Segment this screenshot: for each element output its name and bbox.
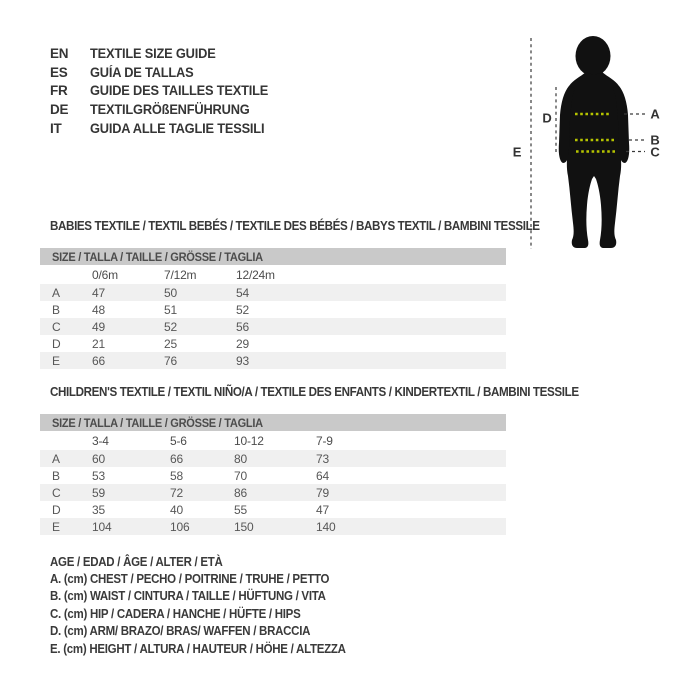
cell-value: 52 (236, 302, 249, 317)
cell-value: 73 (316, 451, 329, 466)
cell-value: 25 (164, 336, 177, 351)
row-label: E (52, 519, 60, 534)
cell-value: 51 (164, 302, 177, 317)
cell-value: 55 (234, 502, 247, 517)
legend-item-arm (50, 623, 371, 640)
legend-item-chest (50, 570, 371, 587)
lang-title: GUÍA DE TALLAS (90, 64, 194, 80)
legend-title: AGE / EDAD / ÂGE / ALTER / ETÀ (50, 554, 223, 569)
cell-value: 47 (92, 285, 105, 300)
table-row (40, 501, 506, 518)
size-header-label: SIZE / TALLA / TAILLE / GRÖSSE / TAGLIA (52, 249, 263, 264)
cell-value: 72 (170, 485, 183, 500)
cell-value: 49 (92, 319, 105, 334)
legend-item-text: C. (cm) HIP / CADERA / HANCHE / HÜFTE / HIPS (50, 606, 301, 621)
lang-code: IT (50, 120, 62, 136)
lang-row-en (50, 44, 278, 63)
row-label: B (52, 468, 60, 483)
cell-value: 86 (234, 485, 247, 500)
column-header: 7-9 (316, 433, 333, 448)
lang-code: ES (50, 64, 68, 80)
legend-title-row (50, 553, 371, 570)
row-label: D (52, 502, 61, 517)
size-header-bar (40, 414, 506, 431)
cell-value: 64 (316, 468, 329, 483)
cell-value: 70 (234, 468, 247, 483)
legend-item-text: B. (cm) WAIST / CINTURA / TAILLE / HÜFTUNG / VITA (50, 589, 326, 604)
row-label: B (52, 302, 60, 317)
legend-item-text: D. (cm) ARM/ BRAZO/ BRAS/ WAFFEN / BRACCIA (50, 624, 311, 639)
cell-value: 66 (170, 451, 183, 466)
lang-row-de (50, 100, 278, 119)
row-label: A (52, 451, 60, 466)
column-header: 3-4 (92, 433, 109, 448)
cell-value: 50 (164, 285, 177, 300)
cell-value: 48 (92, 302, 105, 317)
legend-item-text: E. (cm) HEIGHT / ALTURA / HAUTEUR / HÖHE / ALTEZZA (50, 641, 346, 656)
children-size-table (40, 385, 579, 535)
children-table-title: CHILDREN'S TEXTILE / TEXTIL NIÑO/A / TEXTILE DES ENFANTS / KINDERTEXTIL / BAMBINI TESSILE (50, 385, 579, 399)
lang-title: GUIDE DES TAILLES TEXTILE (90, 83, 269, 99)
column-header-row (40, 431, 506, 450)
table-row (40, 518, 506, 535)
column-header: 12/24m (236, 267, 275, 282)
cell-value: 40 (170, 502, 183, 517)
row-label: C (52, 485, 61, 500)
lang-title: GUIDA ALLE TAGLIE TESSILI (90, 120, 265, 136)
legend-item-height (50, 640, 371, 657)
legend-item-hip (50, 605, 371, 622)
babies-table-title: BABIES TEXTILE / TEXTIL BEBÉS / TEXTILE DES BÉBÉS / BABYS TEXTIL / BAMBINI TESSILE (50, 219, 540, 233)
table-row (40, 335, 506, 352)
cell-value: 53 (92, 468, 105, 483)
table-row (40, 318, 506, 335)
row-label: C (52, 319, 61, 334)
legend-item-text: A. (cm) CHEST / PECHO / POITRINE / TRUHE / PETTO (50, 572, 330, 587)
cell-value: 66 (92, 353, 105, 368)
babies-size-table (40, 219, 540, 369)
figure-label-waist: B (650, 132, 660, 148)
column-header: 7/12m (164, 267, 197, 282)
cell-value: 150 (234, 519, 254, 534)
cell-value: 60 (92, 451, 105, 466)
table-row (40, 301, 506, 318)
table-row (40, 284, 506, 301)
row-label: D (52, 336, 61, 351)
lang-title: TEXTILE SIZE GUIDE (90, 45, 216, 61)
cell-value: 79 (316, 485, 329, 500)
cell-value: 140 (316, 519, 336, 534)
lang-row-es (50, 63, 278, 82)
cell-value: 54 (236, 285, 249, 300)
cell-value: 21 (92, 336, 105, 351)
cell-value: 106 (170, 519, 190, 534)
cell-value: 93 (236, 353, 249, 368)
column-header: 5-6 (170, 433, 187, 448)
cell-value: 56 (236, 319, 249, 334)
table-row (40, 352, 506, 369)
size-header-bar (40, 248, 506, 265)
row-label: A (52, 285, 60, 300)
column-header-row (40, 265, 506, 284)
language-title-list (50, 44, 278, 137)
cell-value: 59 (92, 485, 105, 500)
figure-label-arm: D (542, 110, 552, 126)
lang-code: EN (50, 45, 69, 61)
cell-value: 76 (164, 353, 177, 368)
cell-value: 80 (234, 451, 247, 466)
measurement-legend (50, 553, 371, 657)
figure-label-hip: C (650, 144, 660, 159)
lang-row-it (50, 119, 278, 138)
lang-title: TEXTILGRÖßENFÜHRUNG (90, 101, 250, 117)
figure-label-chest: A (650, 106, 660, 122)
figure-label-height: E (512, 144, 522, 160)
cell-value: 52 (164, 319, 177, 334)
cell-value: 29 (236, 336, 249, 351)
column-header: 10-12 (234, 433, 264, 448)
row-label: E (52, 353, 60, 368)
table-row (40, 467, 506, 484)
legend-item-waist (50, 588, 371, 605)
table-row (40, 450, 506, 467)
lang-code: FR (50, 83, 68, 99)
cell-value: 104 (92, 519, 112, 534)
cell-value: 58 (170, 468, 183, 483)
cell-value: 35 (92, 502, 105, 517)
lang-code: DE (50, 101, 69, 117)
column-header: 0/6m (92, 267, 118, 282)
lang-row-fr (50, 81, 278, 100)
cell-value: 47 (316, 502, 329, 517)
size-header-label: SIZE / TALLA / TAILLE / GRÖSSE / TAGLIA (52, 415, 263, 430)
table-row (40, 484, 506, 501)
